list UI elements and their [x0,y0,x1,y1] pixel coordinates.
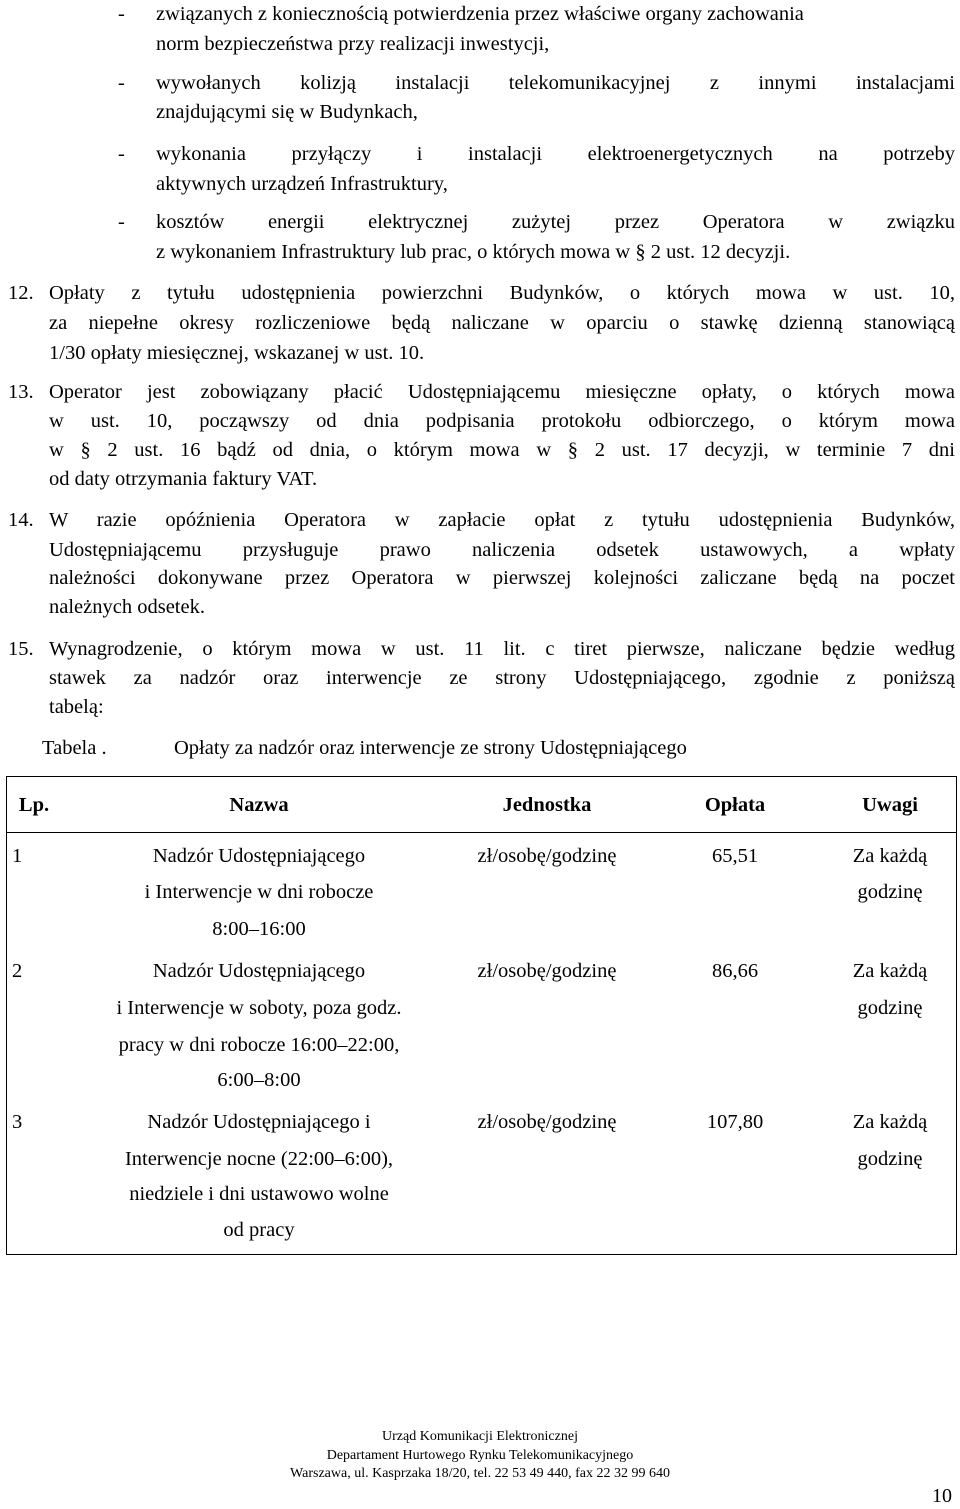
row-unit: zł/osobę/godzinę [477,845,617,867]
row-notes-line: Za każdą [852,960,928,982]
bullet-4-line-2: z wykonaniem Infrastruktury lub prac, o których mowa w § 2 ust. 12 decyzji. [156,241,791,263]
paragraph-line: tabelą: [49,696,104,718]
row-name-line: i Interwencje w soboty, poza godz. [116,997,402,1019]
table-header-notes: Uwagi [862,794,918,816]
table-header-name: Nazwa [229,794,289,816]
paragraph-line: Operator jest zobowiązany płacić Udostępniającemu miesięczne opłaty, o których mowa [49,381,955,403]
row-name-line: od pracy [223,1219,295,1241]
row-name-line: i Interwencje w dni robocze [144,881,374,903]
paragraph-line: od daty otrzymania faktury VAT. [49,468,318,490]
table-caption-title: Opłaty za nadzór oraz interwencje ze strony Udostępniającego [174,737,687,759]
paragraph-line: za niepełne okresy rozliczeniowe będą naliczane w oparciu o stawkę dzienną stanowiącą [49,312,955,334]
paragraph-line: w ust. 10, począwszy od dnia podpisania protokołu odbiorczego, o którym mowa [49,410,955,432]
bullet-dash: - [118,72,125,94]
row-name-line: Nadzór Udostępniającego i [147,1111,371,1133]
bullet-dash: - [118,143,125,165]
row-unit: zł/osobę/godzinę [477,1111,617,1133]
footer-department: Departament Hurtowego Rynku Telekomunikacyjnego [326,1448,634,1463]
row-lp: 2 [12,960,23,982]
row-fee: 65,51 [711,845,759,867]
row-notes-line: godzinę [857,881,923,903]
paragraph-line: W razie opóźnienia Operatora w zapłacie opłat z tytułu udostępnienia Budynków, [49,509,955,531]
paragraph-number: 13. [8,381,34,403]
paragraph-line: Opłaty z tytułu udostępnienia powierzchni Budynków, o których mowa w ust. 10, [49,282,955,304]
row-name-line: niedziele i dni ustawowo wolne [129,1183,389,1205]
bullet-dash: - [118,3,125,25]
table-header-lp: Lp. [18,794,50,816]
paragraph-line: stawek za nadzór oraz interwencje ze strony Udostępniającego, zgodnie z poniższą [49,667,955,689]
bullet-2-line-2: znajdującymi się w Budynkach, [156,101,418,123]
row-lp: 3 [12,1111,23,1133]
bullet-3-line-2: aktywnych urządzeń Infrastruktury, [156,173,448,195]
row-name-line: 6:00–8:00 [217,1069,301,1091]
row-fee: 86,66 [711,960,759,982]
row-name-line: 8:00–16:00 [212,918,306,940]
page-number: 10 [932,1485,952,1507]
row-notes-line: godzinę [857,997,923,1019]
row-unit: zł/osobę/godzinę [477,960,617,982]
paragraph-line: Udostępniającemu przysługuje prawo naliczenia odsetek ustawowych, a wpłaty [49,539,955,561]
table-header-unit: Jednostka [502,794,592,816]
table-header-fee: Opłata [704,794,766,816]
paragraph-line: należności dokonywane przez Operatora w pierwszej kolejności zaliczane będą na poczet [49,567,955,589]
paragraph-line: Wynagrodzenie, o którym mowa w ust. 11 lit. c tiret pierwsze, naliczane będzie według [49,638,955,660]
row-lp: 1 [12,845,23,867]
row-fee: 107,80 [706,1111,764,1133]
table-caption-label: Tabela . [42,737,107,759]
paragraph-number: 12. [8,282,34,304]
footer-office-name: Urząd Komunikacji Elektronicznej [382,1429,578,1444]
bullet-3-line-1: wykonania przyłączy i instalacji elektroenergetycznych na potrzeby [156,143,955,165]
footer-address: Warszawa, ul. Kasprzaka 18/20, tel. 22 53 49 440, fax 22 32 99 640 [290,1466,670,1481]
paragraph-number: 15. [8,638,34,660]
paragraph-line: w § 2 ust. 16 bądź od dnia, o którym mowa w § 2 ust. 17 decyzji, w terminie 7 dni [49,439,955,461]
paragraph-number: 14. [8,509,34,531]
row-notes-line: Za każdą [852,1111,928,1133]
table-border-top [6,776,957,777]
row-name-line: Nadzór Udostępniającego [152,845,366,867]
row-name-line: Interwencje nocne (22:00–6:00), [124,1148,394,1170]
bullet-4-line-1: kosztów energii elektrycznej zużytej przez Operatora w związku [156,211,955,233]
bullet-1-line-2: norm bezpieczeństwa przy realizacji inwestycji, [156,33,550,55]
table-border-left [6,776,7,1255]
row-name-line: pracy w dni robocze 16:00–22:00, [118,1034,400,1056]
bullet-2-line-1: wywołanych kolizją instalacji telekomunikacyjnej z innymi instalacjami [156,72,955,94]
paragraph-line: 1/30 opłaty miesięcznej, wskazanej w ust. 10. [49,342,425,364]
table-header-separator [6,832,957,833]
paragraph-line: należnych odsetek. [49,596,205,618]
row-notes-line: godzinę [857,1148,923,1170]
row-notes-line: Za każdą [852,845,928,867]
row-name-line: Nadzór Udostępniającego [152,960,366,982]
table-border-bottom [6,1254,957,1255]
bullet-dash: - [118,211,125,233]
bullet-1-line-1: związanych z koniecznością potwierdzenia przez właściwe organy zachowania [156,3,804,25]
